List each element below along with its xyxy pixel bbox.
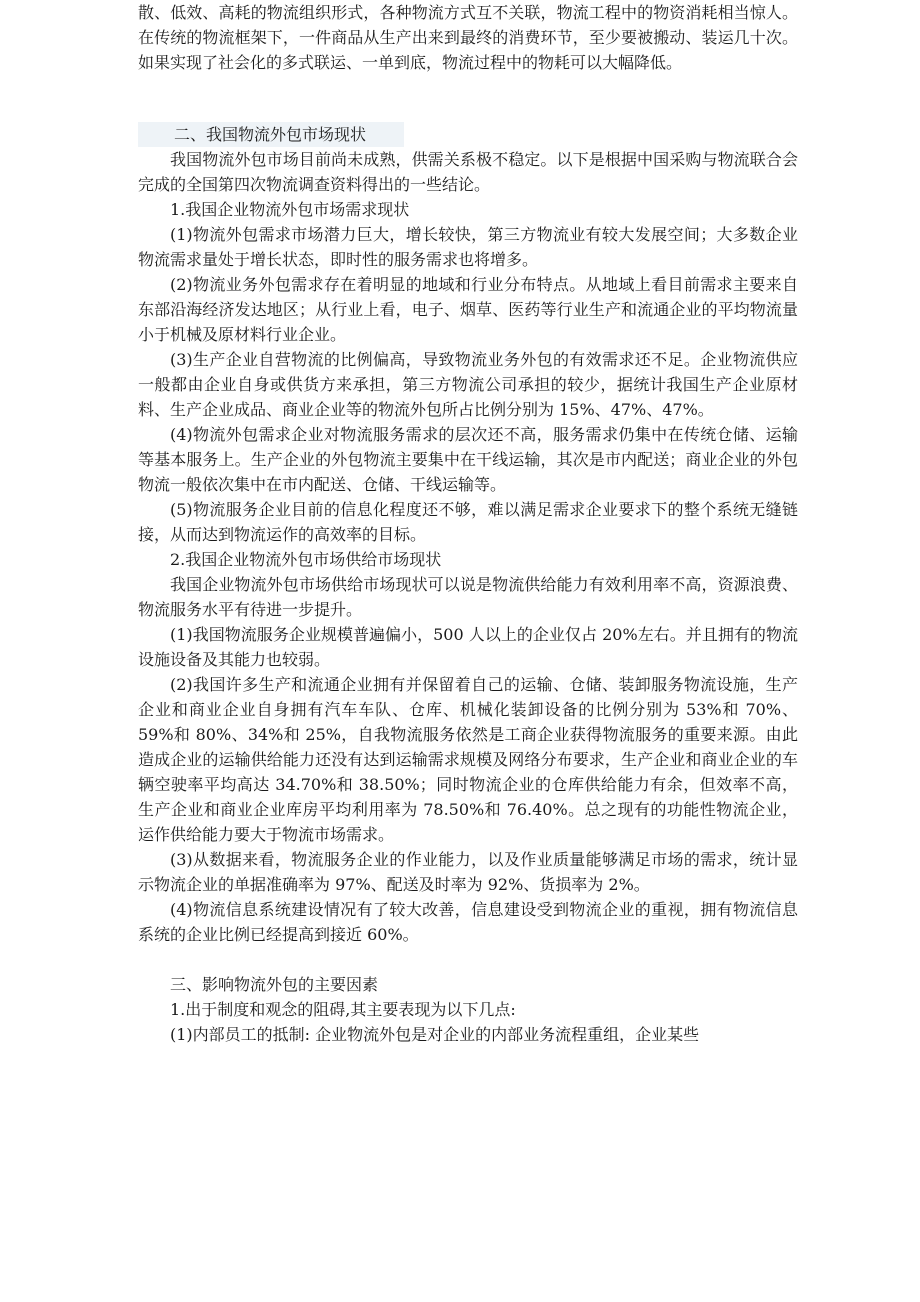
supply-item-4: (4)物流信息系统建设情况有了较大改善，信息建设受到物流企业的重视，拥有物流信息系统的企业比例已经提高到接近 60%。 [138,900,798,944]
supply-item-1: (1)我国物流服务企业规模普遍偏小，500 人以上的企业仅占 20%左右。并且拥有的物流设施设备及其能力也较弱。 [138,625,798,669]
section2-lead: 我国物流外包市场目前尚未成熟，供需关系极不稳定。以下是根据中国采购与物流联合会完成的全国第四次物流调查资料得出的一些结论。 [138,150,798,194]
demand-item-3: (3)生产企业自营物流的比例偏高，导致物流业务外包的有效需求还不足。企业物流供应一般都由企业自身或供货方来承担，第三方物流公司承担的较少，据统计我国生产企业原材料、生产企业成品、商业企业等的物流外包所占比例分别为 15%、47%、47%。 [138,350,798,419]
demand-item-4: (4)物流外包需求企业对物流服务需求的层次还不高，服务需求仍集中在传统仓储、运输等基本服务上。生产企业的外包物流主要集中在干线运输，其次是市内配送；商业企业的外包物流一般依次集中在市内配送、仓储、干线运输等。 [138,425,798,494]
section3-item-1: (1)内部员工的抵制: 企业物流外包是对企业的内部业务流程重组，企业某些 [170,1025,700,1044]
intro-paragraph: 散、低效、高耗的物流组织形式，各种物流方式互不关联，物流工程中的物资消耗相当惊人。在传统的物流框架下，一件商品从生产出来到最终的消费环节，至少要被搬动、装运几十次。如果实现了社会化的多式联运、一单到底，物流过程中的物耗可以大幅降低。 [138,3,798,72]
demand-item-5: (5)物流服务企业目前的信息化程度还不够，难以满足需求企业要求下的整个系统无缝链接，从而达到物流运作的高效率的目标。 [138,500,798,544]
supply-item-2: (2)我国许多生产和流通企业拥有并保留着自己的运输、仓储、装卸服务物流设施，生产企业和商业企业自身拥有汽车车队、仓库、机械化装卸设备的比例分别为 53%和 70%、59%和 80%、34%和 25%，自我物流服务依然是工商企业获得物流服务的重要来源。由此造成企业的运输供给能力还没有达到运输需求规模及网络分布要求，生产企业和商业企业的车辆空驶率平均高达 34.70%和 38.50%；同时物流企业的仓库供给能力有余，但效率不高，生产企业和商业企业库房平均利用率为 78.50%和 76.40%。总之现有的功能性物流企业，运作供给能力要大于物流市场需求。 [138,675,798,844]
document-page [138,0,798,1047]
demand-item-2: (2)物流业务外包需求存在着明显的地域和行业分布特点。从地域上看目前需求主要来自东部沿海经济发达地区；从行业上看，电子、烟草、医药等行业生产和流通企业的平均物流量小于机械及原材料行业企业。 [138,275,798,344]
spacer [138,947,798,972]
section3-subtitle: 1.出于制度和观念的阻碍,其主要表现为以下几点: [170,1000,516,1019]
spacer [138,75,798,100]
supply-item-3: (3)从数据来看，物流服务企业的作业能力，以及作业质量能够满足市场的需求，统计显示物流企业的单据准确率为 97%、配送及时率为 92%、货损率为 2%。 [138,850,798,894]
demand-item-1: (1)物流外包需求市场潜力巨大，增长较快，第三方物流业有较大发展空间；大多数企业物流需求量处于增长状态，即时性的服务需求也将增多。 [138,225,798,269]
subsection-title-demand: 1.我国企业物流外包市场需求现状 [170,200,410,219]
section-heading-2: 二、我国物流外包市场现状 [138,122,404,147]
supply-lead: 我国企业物流外包市场供给市场现状可以说是物流供给能力有效利用率不高，资源浪费、物流服务水平有待进一步提升。 [138,575,798,619]
subsection-title-supply: 2.我国企业物流外包市场供给市场现状 [170,550,442,569]
section-heading-3: 三、影响物流外包的主要因素 [170,975,379,994]
